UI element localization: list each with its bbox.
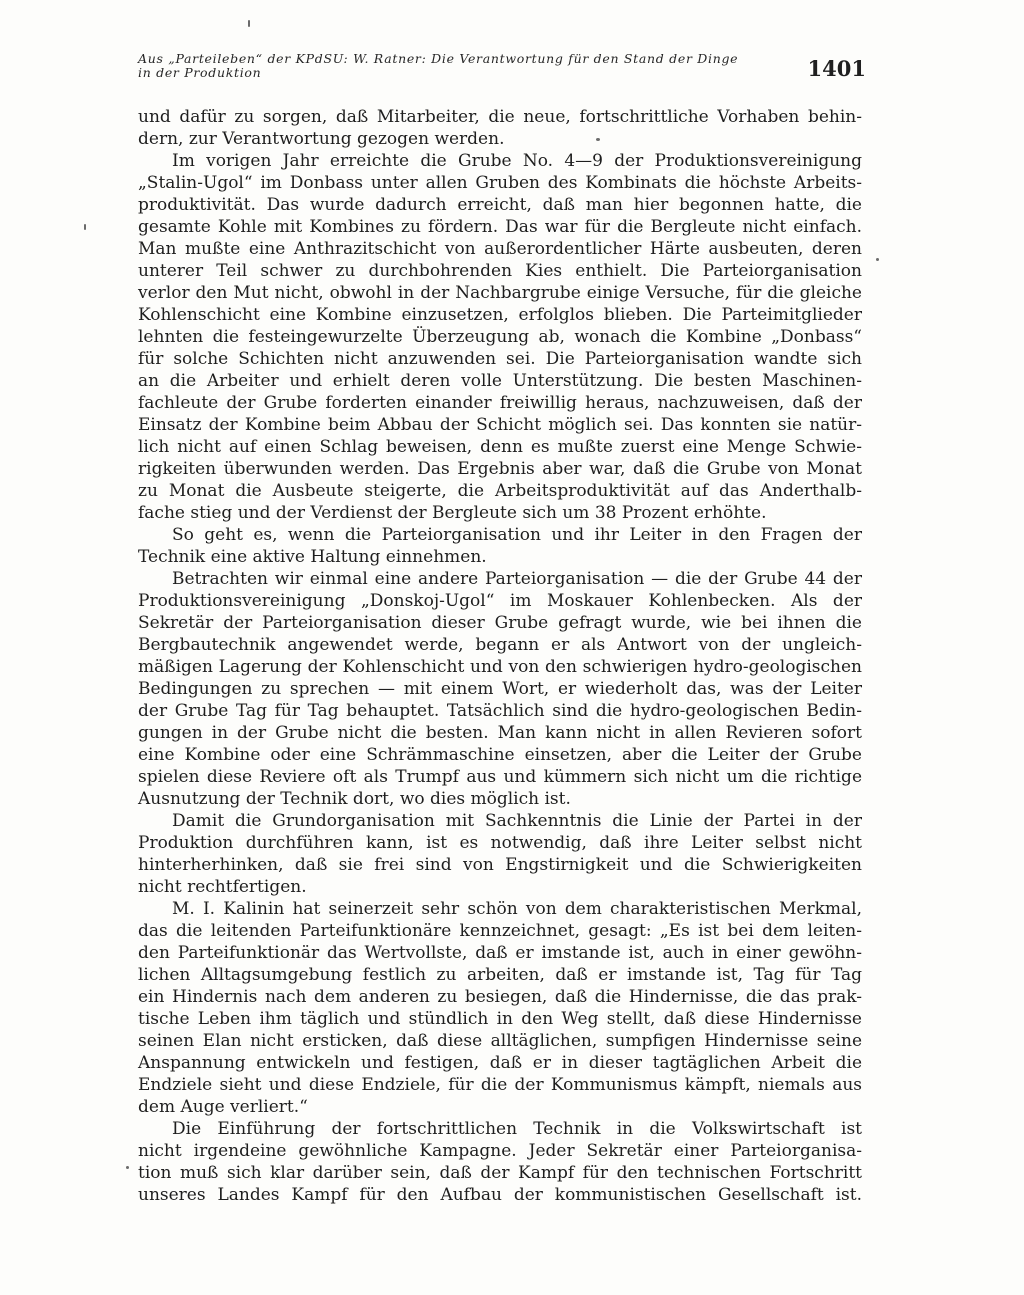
text-line: So geht es, wenn die Parteiorganisation und ihr Leiter in den Fragen der xyxy=(172,525,862,545)
text-line: Ausnutzung der Technik dort, wo dies möglich ist. xyxy=(138,789,571,809)
text-line: Betrachten wir einmal eine andere Parteiorganisation — die der Grube 44 der xyxy=(172,569,862,589)
text-line: fachleute der Grube forderten einander freiwillig heraus, nachzuweisen, daß der xyxy=(138,393,862,413)
text-line: tion muß sich klar darüber sein, daß der Kampf für den technischen Fortschritt xyxy=(138,1163,862,1183)
body-text xyxy=(138,106,862,1206)
text-line: hinterherhinken, daß sie frei sind von Engstirnigkeit und die Schwierigkeiten xyxy=(138,855,862,875)
running-head-line: in der Produktion xyxy=(138,65,262,80)
text-line: lichen Alltagsumgebung festlich zu arbeiten, daß er imstande ist, Tag für Tag xyxy=(138,965,862,985)
text-line: das die leitenden Parteifunktionäre kennzeichnet, gesagt: „Es ist bei dem leiten- xyxy=(138,921,862,941)
text-line: nicht rechtfertigen. xyxy=(138,877,307,897)
text-line: und dafür zu sorgen, daß Mitarbeiter, die neue, fortschrittliche Vorhaben behin- xyxy=(138,107,862,127)
text-line: zu Monat die Ausbeute steigerte, die Arbeitsproduktivität auf das Anderthalb- xyxy=(138,481,862,501)
text-line: für solche Schichten nicht anzuwenden sei. Die Parteiorganisation wandte sich xyxy=(138,349,862,369)
text-line: Endziele sieht und diese Endziele, für die der Kommunismus kämpft, niemals aus xyxy=(138,1075,862,1095)
page-header xyxy=(138,52,868,84)
text-line: Bedingungen zu sprechen — mit einem Wort, er wiederholt das, was der Leiter xyxy=(138,679,862,699)
text-line: dem Auge verliert.“ xyxy=(138,1097,308,1117)
text-line: tische Leben ihm täglich und stündlich in den Weg stellt, daß diese Hindernisse xyxy=(138,1009,862,1029)
text-line: gesamte Kohle mit Kombines zu fördern. Das war für die Bergleute nicht einfach. xyxy=(138,217,862,237)
text-line: Im vorigen Jahr erreichte die Grube No. 4—9 der Produktionsvereinigung xyxy=(172,151,862,171)
text-line: gungen in der Grube nicht die besten. Man kann nicht in allen Revieren sofort xyxy=(138,723,862,743)
text-line: produktivität. Das wurde dadurch erreicht, daß man hier begonnen hatte, die xyxy=(138,195,862,215)
scan-speck xyxy=(84,224,86,230)
scan-speck xyxy=(596,138,600,141)
text-line: unterer Teil schwer zu durchbohrenden Kies enthielt. Die Parteiorganisation xyxy=(138,261,862,281)
scan-speck xyxy=(876,258,879,261)
page-number: 1401 xyxy=(807,56,866,81)
text-line: nicht irgendeine gewöhnliche Kampagne. Jeder Sekretär einer Parteiorganisa- xyxy=(138,1141,862,1161)
text-line: lich nicht auf einen Schlag beweisen, denn es mußte zuerst eine Menge Schwie- xyxy=(138,437,862,457)
text-line: an die Arbeiter und erhielt deren volle Unterstützung. Die besten Maschinen- xyxy=(138,371,862,391)
text-line: verlor den Mut nicht, obwohl in der Nachbargrube einige Versuche, für die gleiche xyxy=(138,283,862,303)
text-line: „Stalin-Ugol“ im Donbass unter allen Gruben des Kombinats die höchste Arbeits- xyxy=(138,173,862,193)
scan-speck xyxy=(126,1166,129,1169)
text-line: unseres Landes Kampf für den Aufbau der kommunistischen Gesellschaft ist. xyxy=(138,1185,862,1205)
text-line: Damit die Grundorganisation mit Sachkenntnis die Linie der Partei in der xyxy=(172,811,862,831)
text-line: Man mußte eine Anthrazitschicht von außerordentlicher Härte ausbeuten, deren xyxy=(138,239,862,259)
text-line: Anspannung entwickeln und festigen, daß er in dieser tagtäglichen Arbeit die xyxy=(138,1053,862,1073)
text-line: mäßigen Lagerung der Kohlenschicht und von den schwierigen hydro-geologischen xyxy=(138,657,862,677)
text-line: Einsatz der Kombine beim Abbau der Schicht möglich sei. Das konnten sie natür- xyxy=(138,415,862,435)
text-line: dern, zur Verantwortung gezogen werden. xyxy=(138,129,505,149)
running-head-line: Aus „Parteileben“ der KPdSU: W. Ratner: Die Verantwortung für den Stand der Dinge xyxy=(138,51,739,66)
text-line: rigkeiten überwunden werden. Das Ergebnis aber war, daß die Grube von Monat xyxy=(138,459,862,479)
running-head xyxy=(138,52,778,80)
scan-speck xyxy=(248,20,250,27)
text-line: Produktion durchführen kann, ist es notwendig, daß ihre Leiter selbst nicht xyxy=(138,833,862,853)
text-line: Sekretär der Parteiorganisation dieser Grube gefragt wurde, wie bei ihnen die xyxy=(138,613,862,633)
text-line: Die Einführung der fortschrittlichen Technik in die Volkswirtschaft ist xyxy=(172,1119,862,1139)
text-line: Technik eine aktive Haltung einnehmen. xyxy=(138,547,487,567)
text-line: fache stieg und der Verdienst der Bergleute sich um 38 Prozent erhöhte. xyxy=(138,503,767,523)
text-line: Bergbautechnik angewendet werde, begann er als Antwort von der ungleich- xyxy=(138,635,862,655)
text-line: Kohlenschicht eine Kombine einzusetzen, erfolglos blieben. Die Parteimitglieder xyxy=(138,305,862,325)
text-line: lehnten die festeingewurzelte Überzeugung ab, wonach die Kombine „Donbass“ xyxy=(138,327,862,347)
text-line: Produktionsvereinigung „Donskoj-Ugol“ im Moskauer Kohlenbecken. Als der xyxy=(138,591,862,611)
text-line: seinen Elan nicht ersticken, daß diese alltäglichen, sumpfigen Hindernisse seine xyxy=(138,1031,862,1051)
text-line: M. I. Kalinin hat seinerzeit sehr schön von dem charakteristischen Merkmal, xyxy=(172,899,862,919)
text-line: der Grube Tag für Tag behauptet. Tatsächlich sind die hydro-geologischen Bedin- xyxy=(138,701,862,721)
text-line: eine Kombine oder eine Schrämmaschine einsetzen, aber die Leiter der Grube xyxy=(138,745,862,765)
text-line: spielen diese Reviere oft als Trumpf aus und kümmern sich nicht um die richtige xyxy=(138,767,862,787)
text-line: ein Hindernis nach dem anderen zu besiegen, daß die Hindernisse, die das prak- xyxy=(138,987,862,1007)
text-line: den Parteifunktionär das Wertvollste, daß er imstande ist, auch in einer gewöhn- xyxy=(138,943,862,963)
